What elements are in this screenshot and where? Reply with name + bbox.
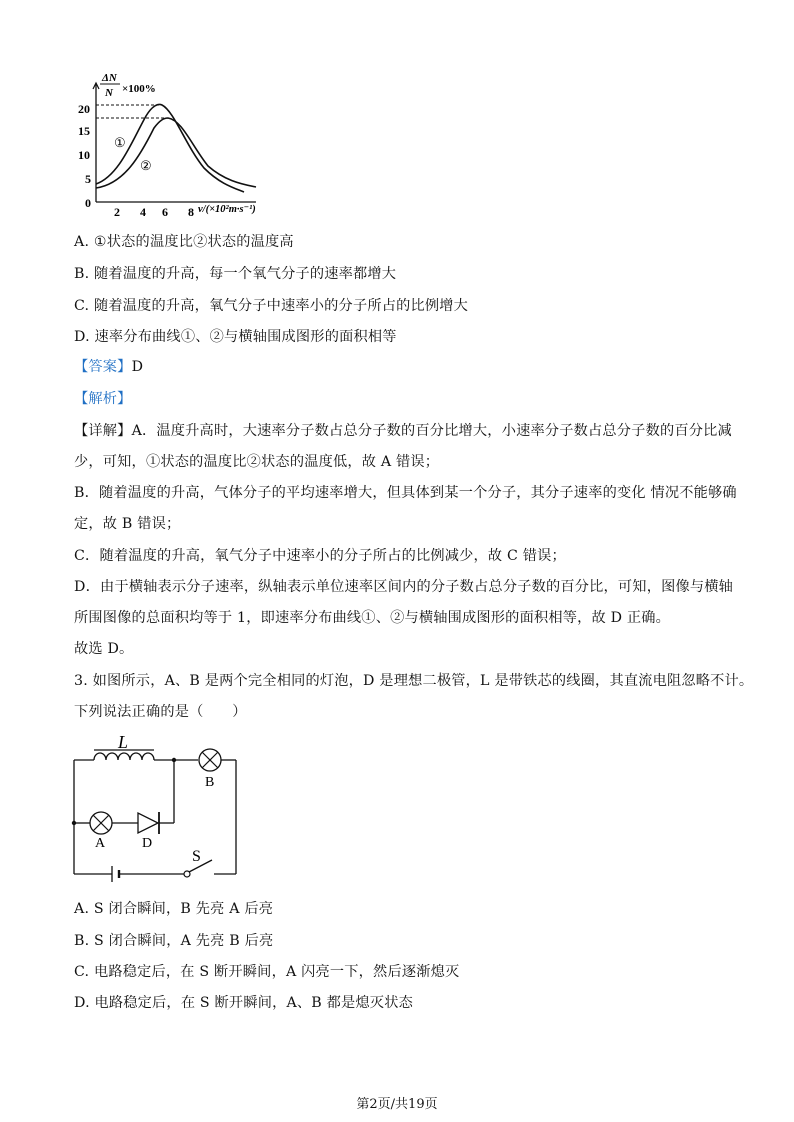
battery xyxy=(112,866,119,882)
detail-line: 【详解】A．温度升高时，大速率分子数占总分子数的百分比增大，小速率分子数占总分子数的百分比减 xyxy=(74,423,732,439)
x-tick-label: 6 xyxy=(162,205,168,218)
diode-label: D xyxy=(142,836,153,851)
y-axis-label-suffix: ×100% xyxy=(122,83,156,95)
q2-option-a: A. ①状态的温度比②状态的温度高 xyxy=(74,234,294,250)
inductor-label: L xyxy=(118,732,129,752)
answer-row xyxy=(74,357,143,377)
x-tick-label: 4 xyxy=(140,205,146,218)
y-axis-label-num: ΔN xyxy=(102,72,117,84)
detail-line: B．随着温度的升高，气体分子的平均速率增大，但具体到某一个分子，其分子速率的变化 情况不能够确 xyxy=(74,485,737,501)
detail-line: 所围图像的总面积均等于 1，即速率分布曲线①、②与横轴围成图形的面积相等，故 D 正确。 xyxy=(74,610,671,626)
lamp-a xyxy=(90,812,112,834)
x-tick-label: 8 xyxy=(188,205,194,218)
detail-tag: 【详解】 xyxy=(74,423,132,439)
circuit-diagram xyxy=(68,728,248,893)
detail-line: C．随着温度的升高，氧气分子中速率小的分子所占的比例减少，故 C 错误； xyxy=(74,548,566,564)
x-tick-label: 2 xyxy=(114,205,120,218)
lamp-b xyxy=(199,749,221,771)
lamp-b-label: B xyxy=(205,775,215,790)
x-axis-label: v/(×10²m·s⁻¹) xyxy=(198,204,256,215)
y-tick-label: 0 xyxy=(85,196,91,210)
y-axis-label-den: N xyxy=(105,87,113,99)
y-tick-label: 5 xyxy=(85,172,91,186)
speed-distribution-graph xyxy=(74,66,294,218)
q2-option-c: C. 随着温度的升高，氧气分子中速率小的分子所占的比例增大 xyxy=(74,298,469,314)
q2-option-d: D. 速率分布曲线①、②与横轴围成图形的面积相等 xyxy=(74,329,397,345)
curve-label-2: ② xyxy=(140,158,152,173)
y-tick-label: 15 xyxy=(78,124,90,138)
distribution-curve-2 xyxy=(96,118,256,188)
detail-line: D．由于横轴表示分子速率，纵轴表示单位速率区间内的分子数占总分子数的百分比，可知，图像与横轴 xyxy=(74,579,734,595)
y-tick-label: 10 xyxy=(78,148,90,162)
answer-value: D xyxy=(131,359,144,375)
detail-line: 定，故 B 错误； xyxy=(74,516,181,532)
diode-d xyxy=(138,812,159,834)
switch-label: S xyxy=(192,848,201,865)
q2-option-b: B. 随着温度的升高，每一个氧气分子的速率都增大 xyxy=(74,266,397,282)
q3-stem-line-2: 下列说法正确的是（ ） xyxy=(74,704,247,720)
analysis-tag: 【解析】 xyxy=(74,391,132,407)
q3-option-d: D. 电路稳定后，在 S 断开瞬间，A、B 都是熄灭状态 xyxy=(74,995,413,1011)
lamp-a-label: A xyxy=(95,836,106,851)
y-tick-label: 20 xyxy=(78,102,90,116)
page-footer: 第2页/共19页 xyxy=(356,1097,438,1112)
detail-line: 少，可知，①状态的温度比②状态的温度低，故 A 错误； xyxy=(74,454,440,470)
q3-stem-line-1: 3. 如图所示，A、B 是两个完全相同的灯泡，D 是理想二极管，L 是带铁芯的线圈，其直流电阻忽略不计。 xyxy=(74,673,754,689)
curve-label-1: ① xyxy=(114,135,126,150)
q3-option-b: B. S 闭合瞬间，A 先亮 B 后亮 xyxy=(74,933,274,949)
q3-option-a: A. S 闭合瞬间，B 先亮 A 后亮 xyxy=(74,901,274,917)
answer-tag: 【答案】 xyxy=(74,359,132,375)
q3-option-c: C. 电路稳定后，在 S 断开瞬间，A 闪亮一下，然后逐渐熄灭 xyxy=(74,964,460,980)
detail-line: 故选 D。 xyxy=(74,641,134,657)
